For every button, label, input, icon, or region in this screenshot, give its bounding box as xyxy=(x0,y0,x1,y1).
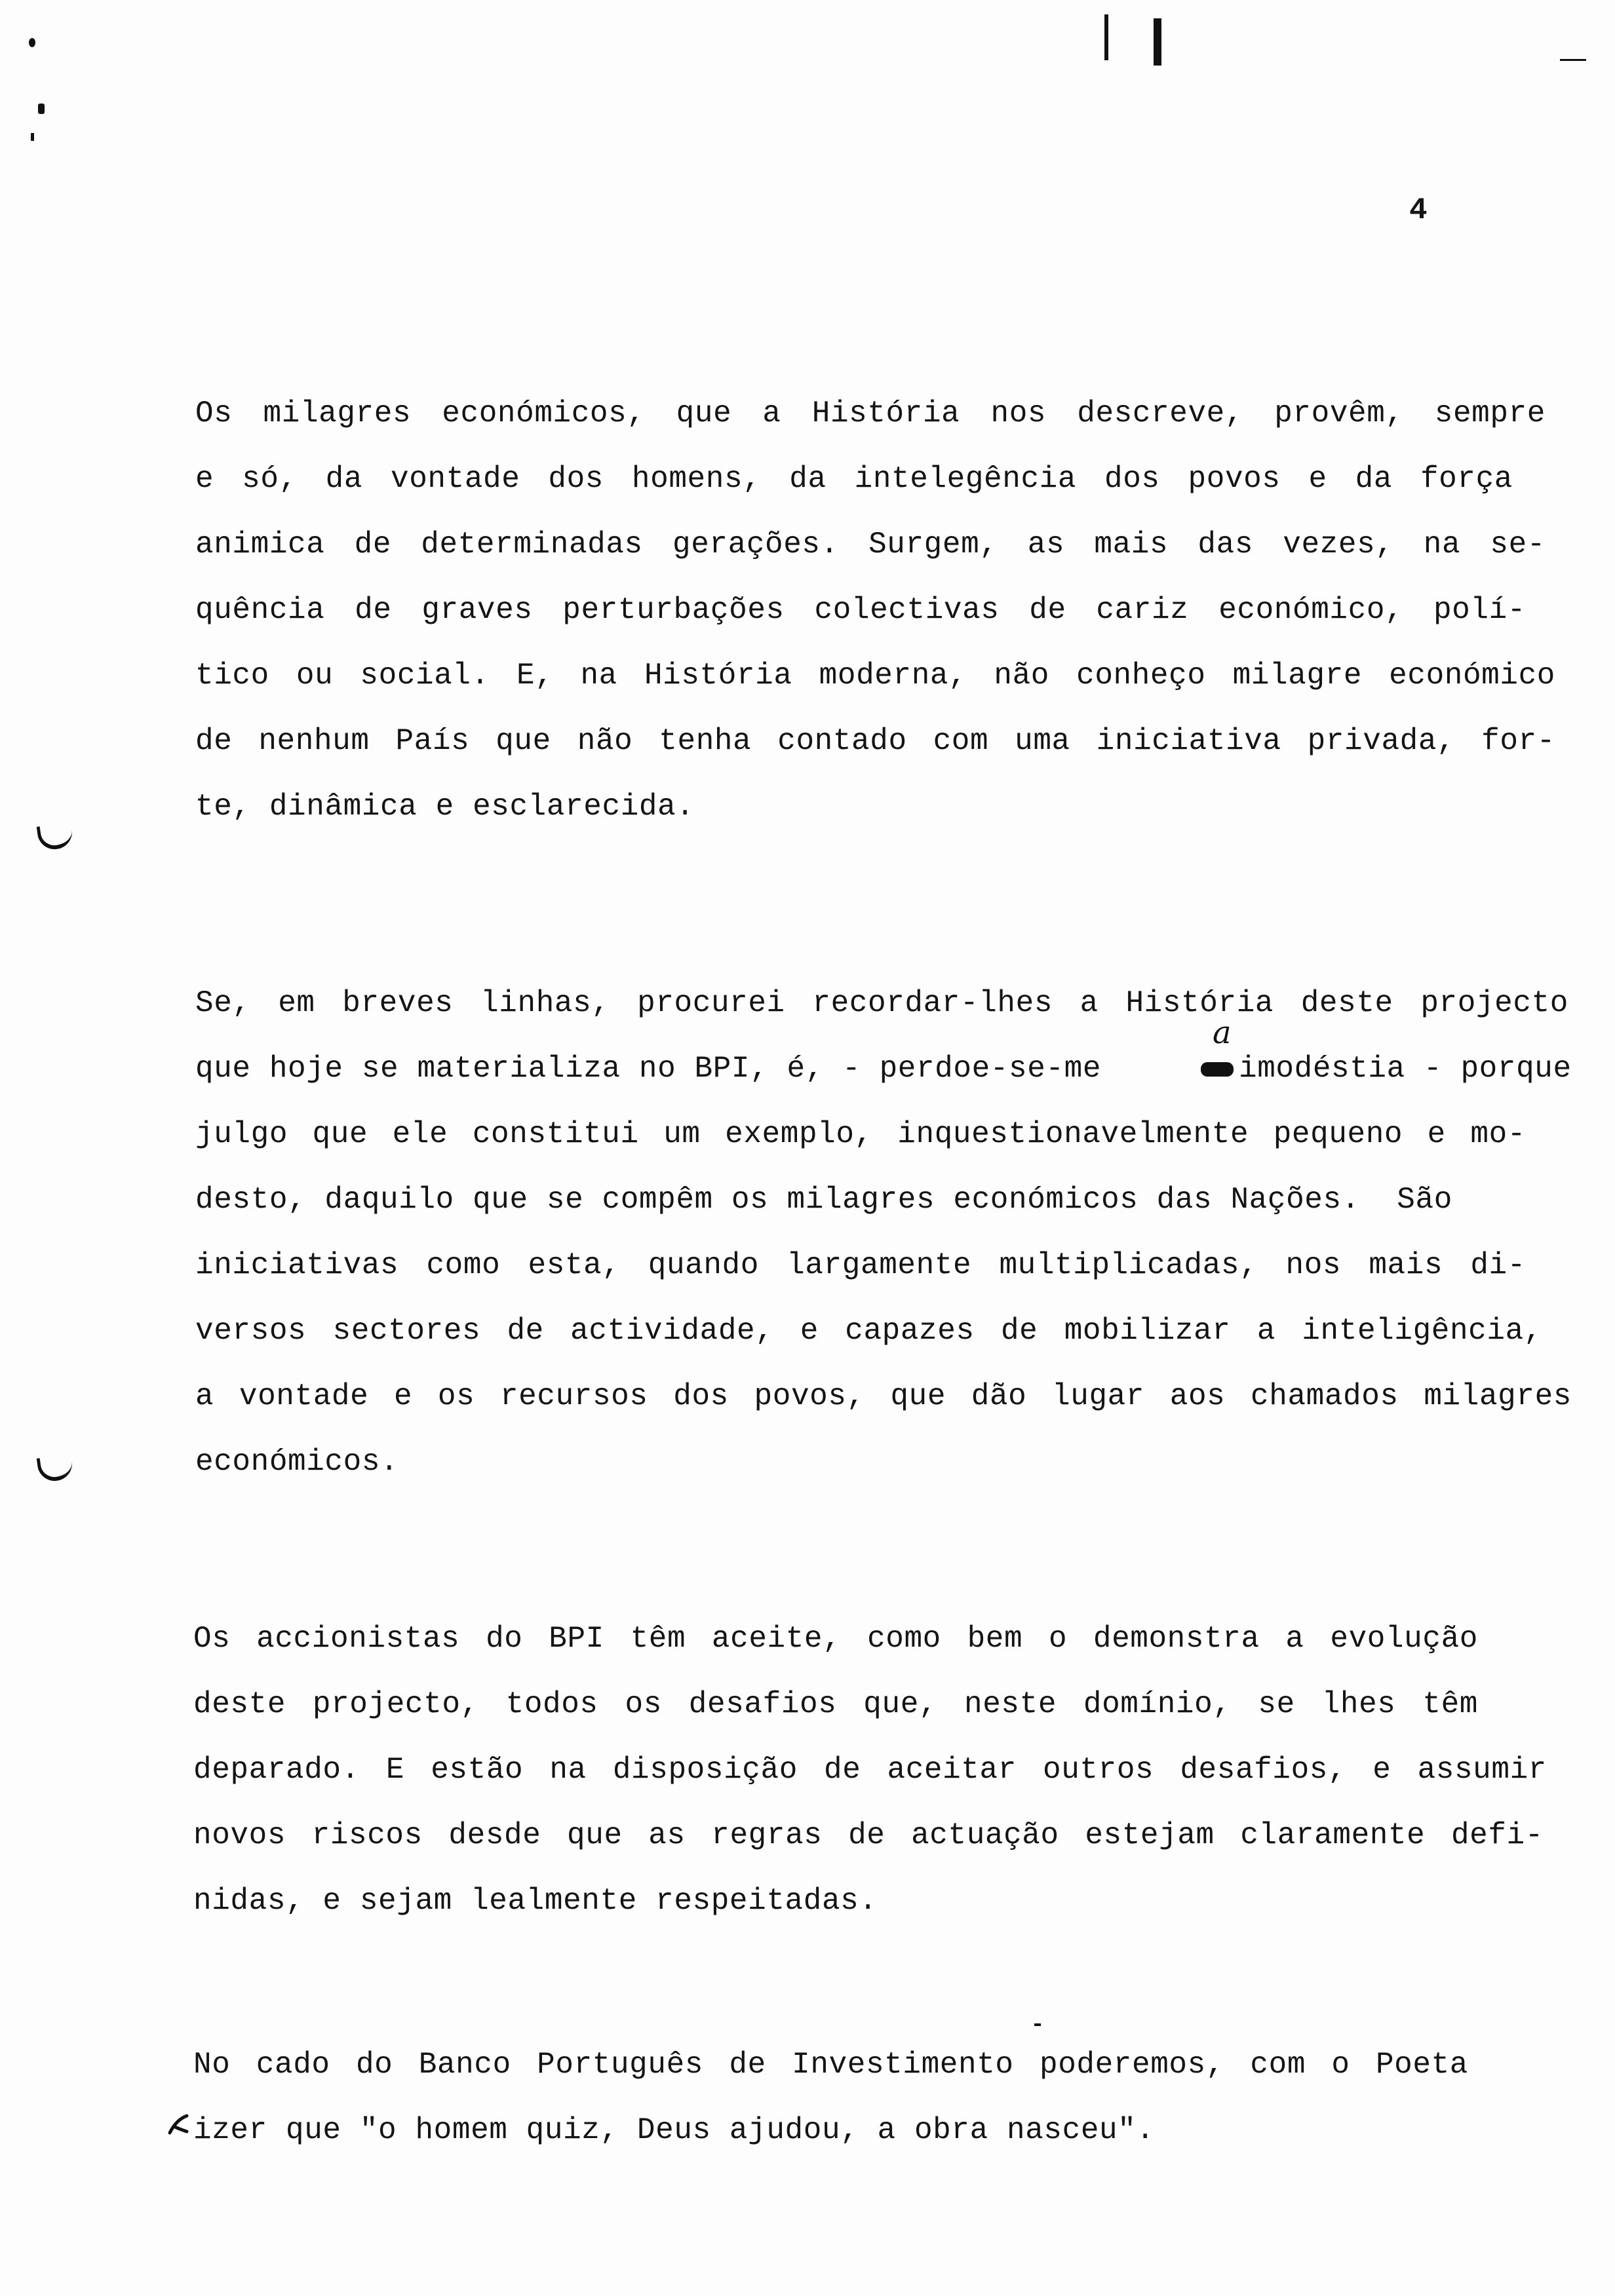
paragraph-3-line: novos riscos desde que as regras de actuação estejam claramente defi- xyxy=(193,1818,1544,1852)
paragraph-1-line: de nenhum País que não tenha contado com uma iniciativa privada, for- xyxy=(195,724,1555,758)
binder-hole-mark xyxy=(37,822,75,851)
paragraph-3-line: deparado. E estão na disposição de aceitar outros desafios, e assumir xyxy=(193,1753,1547,1787)
paragraph-2-line: Se, em breves linhas, procurei recordar-lhes a História deste projecto xyxy=(195,986,1568,1020)
paragraph-4-line: izer que "o homem quiz, Deus ajudou, a obra nasceu". xyxy=(193,2113,1155,2147)
paragraph-1-line: quência de graves perturbações colectivas de cariz económico, polí- xyxy=(195,593,1526,627)
scan-artifact-bar xyxy=(1104,14,1108,60)
paragraph-2-line: que hoje se materializa no BPI, é, - perdoe-se-me xyxy=(195,1052,1102,1086)
scan-speck xyxy=(1560,59,1586,61)
scan-speck xyxy=(31,133,34,141)
paragraph-1-line: e só, da vontade dos homens, da intelegência dos povos e da força xyxy=(195,462,1513,496)
paragraph-2-line: julgo que ele constitui um exemplo, inquestionavelmente pequeno e mo- xyxy=(195,1117,1526,1151)
binder-hole-mark xyxy=(37,1453,75,1483)
paragraph-3-line: Os accionistas do BPI têm aceite, como bem o demonstra a evolução xyxy=(193,1622,1478,1656)
paragraph-2-line: a vontade e os recursos dos povos, que dão lugar aos chamados milagres xyxy=(195,1379,1572,1413)
paragraph-2-line: iniciativas como esta, quando largamente multiplicadas, nos mais di- xyxy=(195,1248,1526,1282)
paragraph-2-line: versos sectores de actividade, e capazes de mobilizar a inteligência, xyxy=(195,1314,1542,1348)
pen-stroke-icon xyxy=(167,2113,191,2137)
paragraph-3-line: nidas, e sejam lealmente respeitadas. xyxy=(193,1884,878,1918)
paragraph-2-line: imodéstia - porque xyxy=(1239,1052,1572,1086)
paragraph-1-line: tico ou social. E, na História moderna, não conheço milagre económico xyxy=(195,659,1555,693)
paragraph-2-line: desto, daquilo que se compêm os milagres económicos das Nações. São xyxy=(195,1183,1452,1217)
scan-speck xyxy=(38,104,45,114)
scan-speck xyxy=(29,38,35,47)
scan-speck xyxy=(1034,2023,1041,2026)
paragraph-2-line: económicos. xyxy=(195,1445,399,1479)
handwritten-d-mark xyxy=(167,2113,191,2137)
scan-artifact-bar xyxy=(1154,18,1161,66)
handwritten-correction: a xyxy=(1213,1014,1232,1051)
scribbled-out-word xyxy=(1201,1062,1234,1077)
paragraph-1-line: animica de determinadas gerações. Surgem, as mais das vezes, na se- xyxy=(195,527,1546,562)
paragraph-1-line: te, dinâmica e esclarecida. xyxy=(195,790,695,824)
paragraph-1-line: Os milagres económicos, que a História nos descreve, provêm, sempre xyxy=(195,396,1546,430)
page-number: 4 xyxy=(1409,193,1428,227)
paragraph-4-line: No cado do Banco Português de Investimento poderemos, com o Poeta xyxy=(193,2048,1468,2082)
paragraph-3-line: deste projecto, todos os desafios que, neste domínio, se lhes têm xyxy=(193,1687,1478,1721)
